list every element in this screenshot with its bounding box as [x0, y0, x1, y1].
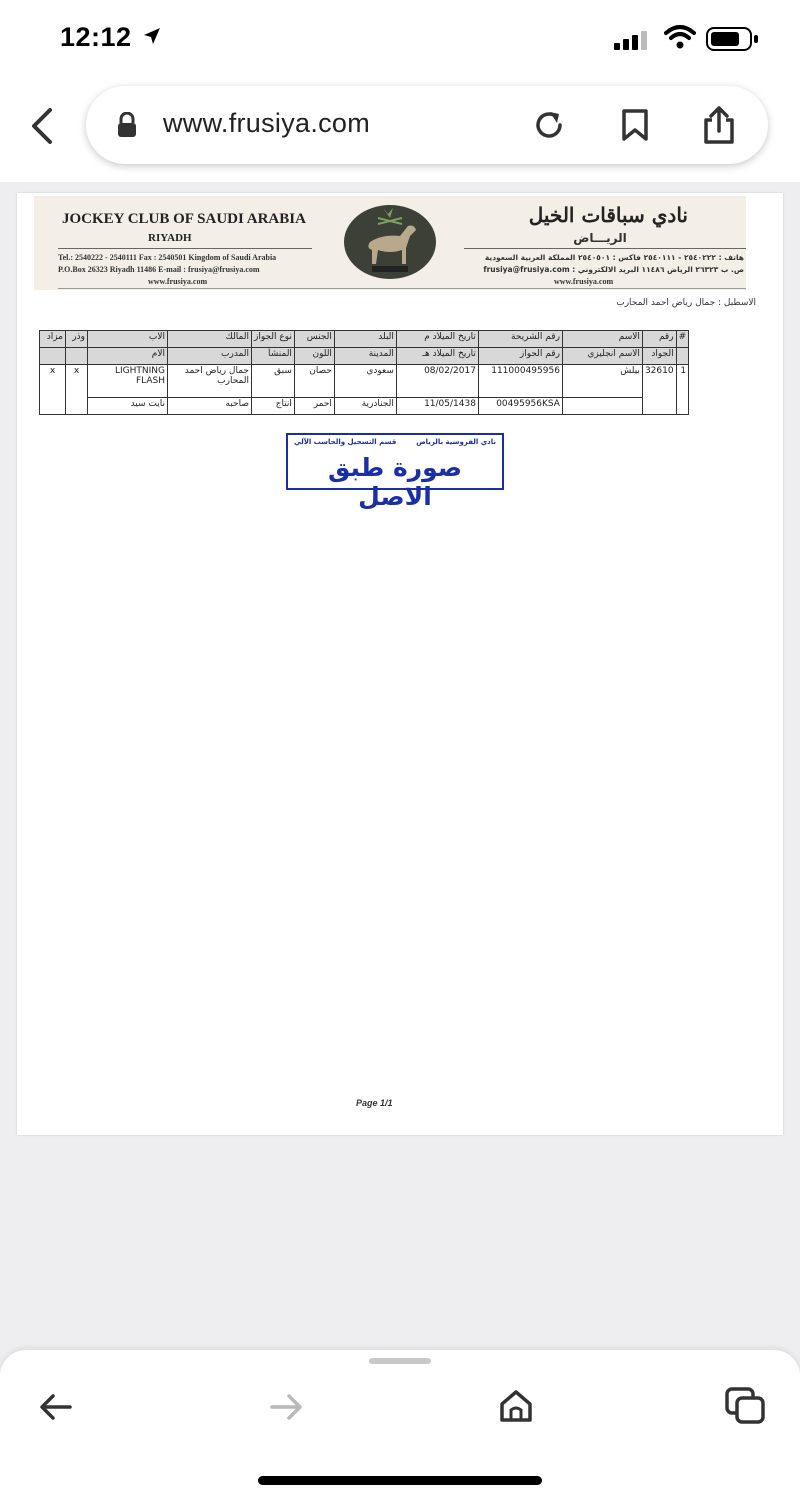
table-header-row: [40, 331, 689, 348]
table-cell: سبق: [252, 365, 295, 398]
table-header-cell: وذر: [66, 331, 88, 348]
letterhead-arabic-city: الريـــاض: [573, 231, 627, 245]
jockey-club-horse-emblem-icon: [342, 204, 438, 280]
table-header-cell: الاسم: [562, 331, 642, 348]
table-header-cell: الجنس: [294, 331, 334, 348]
certified-copy-stamp: [286, 433, 504, 511]
table-header-cell: رقم الشريحة: [478, 331, 562, 348]
home-indicator: [258, 1476, 542, 1485]
letterhead-rule: [58, 248, 312, 249]
share-icon[interactable]: [700, 104, 738, 146]
reload-icon[interactable]: [532, 108, 566, 142]
table-cell: x: [66, 365, 88, 415]
letterhead-english-address: P.O.Box 26323 Riyadh 11486 E-mail : frusiya@frusiya.com: [58, 265, 260, 274]
table-header-cell: تاريخ الميلاد م: [396, 331, 478, 348]
battery-icon: [706, 26, 760, 52]
wifi-icon: [664, 24, 696, 50]
table-header-cell: #: [676, 331, 689, 348]
table-cell: انتاج: [252, 398, 295, 415]
table-cell: حصان: [294, 365, 334, 398]
table-header-row: [40, 348, 689, 365]
table-cell: [562, 398, 642, 415]
stamp-department: قسم التسجيل والحاسب الآلي: [294, 438, 397, 446]
table-row: [40, 365, 689, 398]
letterhead-arabic-contact: هاتف : ٢٥٤٠٢٢٢ - ٢٥٤٠١١١ فاكس : ٢٥٤٠٥٠١ المملكة العربية السعودية: [484, 253, 744, 262]
table-cell: x: [40, 365, 66, 415]
letterhead-bottom-rule: [58, 288, 746, 289]
home-icon[interactable]: [498, 1388, 534, 1424]
forward-arrow-icon[interactable]: [268, 1392, 304, 1422]
table-cell: 111000495956: [478, 365, 562, 398]
letterhead-english-web: www.frusiya.com: [148, 277, 208, 286]
page-number: Page 1/1: [356, 1098, 393, 1108]
letterhead-arabic-address: ص. ب ٢٦٣٢٣ الرياض ١١٤٨٦ البريد الالكتروني : frusiya@frusiya.com: [483, 265, 744, 274]
table-header-cell: المدرب: [168, 348, 252, 365]
table-header-cell: تاريخ الميلاد هـ: [396, 348, 478, 365]
table-cell: سعودي: [334, 365, 396, 398]
stamp-main-text: صورة طبق الاصل: [328, 453, 462, 511]
bookmark-icon[interactable]: [620, 108, 650, 142]
table-header-cell: البلد: [334, 331, 396, 348]
letterhead-english-city: RIYADH: [148, 232, 192, 244]
location-arrow-icon: [142, 26, 162, 46]
horse-registration-table: [39, 330, 689, 415]
table-cell: جمال رياض احمد المحارب: [168, 365, 252, 398]
table-header-cell: المنشأ: [252, 348, 295, 365]
stable-owner-label: الاسطبل : جمال رياض احمد المحارب: [616, 298, 756, 308]
table-header-cell: المالك: [168, 331, 252, 348]
table-header-cell: مزاد: [40, 331, 66, 348]
letterhead-english-title: JOCKEY CLUB OF SAUDI ARABIA: [62, 211, 306, 227]
sheet-grabber[interactable]: [369, 1358, 431, 1364]
cellular-signal-icon: [614, 30, 652, 50]
letterhead-english-contact: Tel.: 2540222 - 2540111 Fax : 2540501 Kingdom of Saudi Arabia: [58, 253, 277, 262]
table-cell: احمر: [294, 398, 334, 415]
table-header-cell: المدينة: [334, 348, 396, 365]
table-header-cell: الاب: [88, 331, 168, 348]
table-header-cell: نوع الجواز: [252, 331, 295, 348]
letterhead-arabic-title: نادي سباقات الخيل: [528, 203, 688, 227]
table-header-cell: رقم الجواز: [478, 348, 562, 365]
table-header-cell: الجواد: [642, 348, 676, 365]
table-cell: 1: [676, 365, 689, 415]
table-cell: 32610: [642, 365, 676, 415]
back-arrow-icon[interactable]: [38, 1392, 74, 1422]
table-header-cell: الاسم انجليزي: [562, 348, 642, 365]
table-cell: 08/02/2017: [396, 365, 478, 398]
letterhead-arabic-web: www.frusiya.com: [554, 277, 614, 286]
url-text[interactable]: www.frusiya.com: [163, 108, 371, 138]
table-cell: 11/05/1438: [396, 398, 478, 415]
table-header-cell: اللون: [294, 348, 334, 365]
back-chevron-icon[interactable]: [26, 104, 60, 148]
letterhead-rule: [464, 248, 746, 249]
stamp-club-name: نادي الفروسية بالرياض: [416, 438, 496, 446]
table-cell: LIGHTNING FLASH: [88, 365, 168, 398]
table-header-cell: الام: [88, 348, 168, 365]
table-header-cell: رقم: [642, 331, 676, 348]
table-cell: نايت سيد: [88, 398, 168, 415]
table-cell: الجنادرية: [334, 398, 396, 415]
table-cell: صاحبه: [168, 398, 252, 415]
table-row: [40, 398, 689, 415]
tabs-icon[interactable]: [724, 1386, 768, 1426]
table-cell: 00495956KSA: [478, 398, 562, 415]
lock-icon: [116, 112, 138, 138]
table-cell: بيلش: [562, 365, 642, 398]
status-time: 12:12: [60, 22, 132, 52]
